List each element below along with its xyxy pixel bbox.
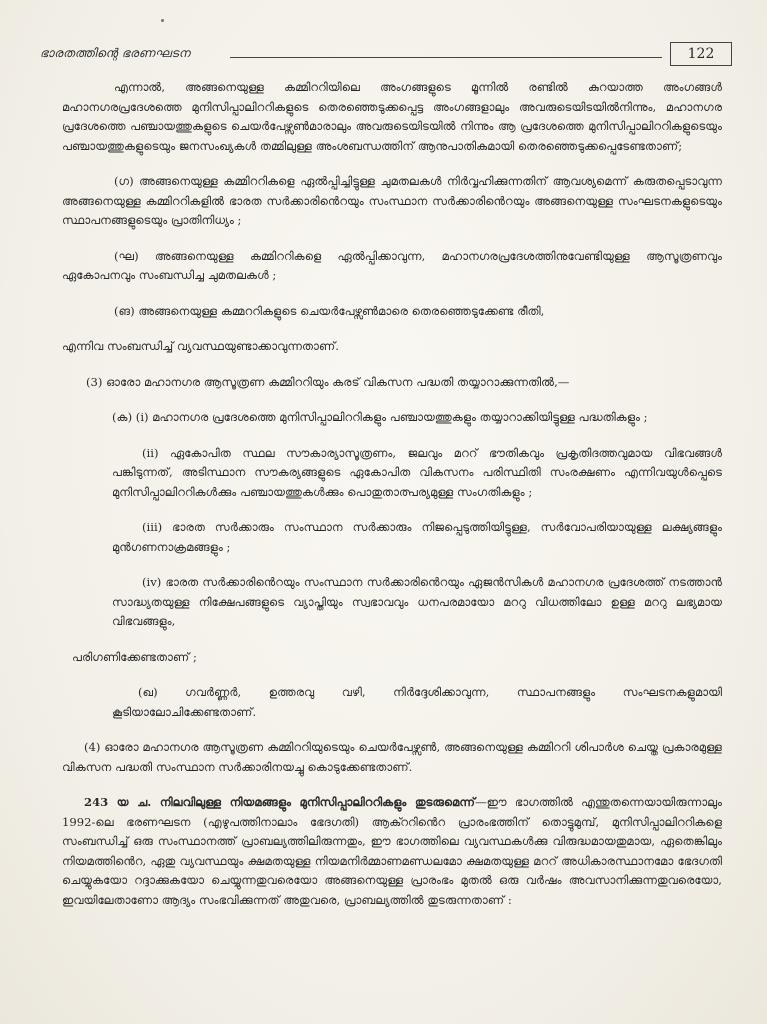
section-243zf-heading: 243 യ ച. നിലവിലുള്ള നിയമങ്ങളും മുനിസിപ്പാലിററികളും തുടരുമെന്ന് (84, 795, 476, 809)
consider-line: പരിഗണിക്കേണ്ടതാണ് ; (72, 649, 197, 664)
item-iii: (iii) ഭാരത സർക്കാരും സംസ്ഥാന സർക്കാരും നിജപ്പെടുത്തിയിട്ടുള്ള, സർവോപരിയായുള്ള ലക്ഷ്യങ്ങളും മുൻഗണനാക്രമങ്ങളും ; (112, 520, 722, 554)
subsection-3: (3) ഓരോ മഹാനഗര ആസൂത്രണ കമ്മിററിയും കരട് വികസന പദ്ധതി തയ്യാറാക്കുന്നതിൽ,— (86, 374, 570, 389)
page-header (40, 42, 732, 70)
item-ka-i: (ക) (i) മഹാനഗര പ്രദേശത്തെ മുനിസിപ്പാലിററികളും പഞ്ചായത്തുകളും തയ്യാറാക്കിയിട്ടുള്ള പദ്ധതികളും ; (112, 410, 648, 424)
item-ii: (ii) ഏകോപിത സ്ഥല സൗകാര്യാസൂത്രണം, ജലവും മററ് ഭൗതികവും പ്രകൃതിദത്തവുമായ വിഭവങ്ങൾ പങ്കിടുന്നത്, അടിസ്ഥാന സൗകര്യങ്ങളുടെ ഏകോപിത വികസനം പരിസ്ഥിതി സംരക്ഷണം എന്നിവയുൾപ്പെടെ മുനിസിപ്പാലിററികൾക്കും പഞ്ചായത്തുകൾക്കും പൊതുതാത്പര്യമുള്ള സംഗതികളും ; (112, 445, 722, 499)
item-kha: (ഖ) ഗവർണ്ണർ, ഉത്തരവു വഴി, നിർദ്ദേശിക്കാവുന്ന, സ്ഥാപനങ്ങളും സംഘടനകളുമായി കൂടിയാലോചിക്കേണ്ടതാണ്. (112, 685, 722, 719)
ink-speck (161, 19, 164, 22)
running-title: ഭാരതത്തിന്റെ ഭരണഘടന (40, 46, 191, 60)
item-iv: (iv) ഭാരത സർക്കാരിൻെറയും സംസ്ഥാന സർക്കാരിൻെറയും ഏജൻസികൾ മഹാനഗര പ്രദേശത്ത് നടത്താൻ സാദ്ധ്യതയുള്ള നിക്ഷേപങ്ങളുടെ വ്യാപ്തിയും സ്വഭാവവും ധനപരമായോ മററു വിധത്തിലോ ഉള്ള മററു ലഭ്യമായ വിഭവങ്ങളും, (112, 575, 722, 628)
page-body (62, 78, 722, 910)
header-rule (230, 57, 662, 58)
closing-line: എന്നിവ സംബന്ധിച്ച് വ്യവസ്ഥയുണ്ടാക്കാവുന്നതാണ്. (62, 339, 339, 353)
subsection-4: (4) ഓരോ മഹാനഗര ആസൂത്രണ കമ്മിററിയുടെയും ചെയർപേഴ്സൺ, അങ്ങനെയുള്ള കമ്മിററി ശിപാർശ ചെയ്ത പ്രകാരമുള്ള വികസന പദ്ധതി സംസ്ഥാന സർക്കാരിനയച്ചു കൊടുക്കേണ്ടതാണ്. (62, 740, 722, 774)
clause-gha: (ഘ) അങ്ങനെയുള്ള കമ്മിററികളെ ഏൽപ്പിക്കാവുന്ന, മഹാനഗരപ്രദേശത്തിനുവേണ്ടിയുള്ള ആസൂത്രണവും ഏകോപനവും സംബന്ധിച്ച ചുമതലകൾ ; (62, 248, 722, 282)
clause-nga: (ങ) അങ്ങനെയുള്ള കമ്മററികളുടെ ചെയർപേഴ്സൺമാരെ തെരഞ്ഞെടുക്കേണ്ട രീതി, (114, 303, 545, 318)
proviso-paragraph: എന്നാൽ, അങ്ങനെയുള്ള കമ്മിററിയിലെ അംഗങ്ങളുടെ മൂന്നിൽ രണ്ടിൽ കുറയാത്ത അംഗങ്ങൾ മഹാനഗരപ്രദേശത്തെ മുനിസിപ്പാലിററികളുടെ തെരഞ്ഞെടുക്കപ്പെട്ട അംഗങ്ങളാലും അവരുടെയിടയിൽനിന്നും, മഹാനഗര പ്രദേശത്തെ പഞ്ചായത്തുകളുടെ ചെയർപേഴ്സൺമാരാലും അവരുടെയിടയിൽ നിന്നും ആ പ്രദേശത്തെ മുനിസിപ്പാലിററികളുടെയും പഞ്ചായത്തുകളുടെയും ജനസംഖ്യകൾ തമ്മിലുള്ള അംശബന്ധത്തിന് ആനുപാതികമായി തെരഞ്ഞെടുക്കപ്പെടേണ്ടതാണ്; (62, 80, 722, 153)
clause-ga: (ഗ) അങ്ങനെയുള്ള കമ്മിററികളെ ഏൽപ്പിച്ചിട്ടുള്ള ചുമതലകൾ നിർവ്വഹിക്കുന്നതിന് ആവശ്യമെന്ന് കരുതപ്പെടാവുന്ന അങ്ങനെയുള്ള കമ്മിററികളിൽ ഭാരത സർക്കാരിൻെറയും സംസ്ഥാന സർക്കാരിൻെറയും അങ്ങനെയുള്ള സംഘടനകളുടെയും സ്ഥാപനങ്ങളുടെയും പ്രാതിനിധ്യം ; (62, 174, 722, 227)
page-number-box: 122 (670, 42, 732, 66)
section-243zf-text: —ഈ ഭാഗത്തിൽ എന്തുതന്നെയായിരുന്നാലും 1992-ലെ ഭരണഘടന (എഴുപത്തിനാലാം ഭേദഗതി) ആക്ററിൻെറ പ്രാരംഭത്തിന് തൊട്ടുമുമ്പ്, മുനിസിപ്പാലിററികളെ സംബന്ധിച്ച് ഒരു സംസ്ഥാനത്ത് പ്രാബല്യത്തിലിരുന്നതും, ഈ ഭാഗത്തിലെ വ്യവസ്ഥകൾക്കു വിരുദ്ധമായതുമായ, ഏതെങ്കിലും നിയമത്തിൻെറ, ഏതു വ്യവസ്ഥയും ക്ഷമതയുള്ള നിയമനിർമ്മാണമണ്ഡലമോ ക്ഷമതയുള്ള മററ് അധികാരസ്ഥാനമോ ഭേദഗതി ചെയ്യുകയോ റദ്ദാക്കുകയോ ചെയ്യുന്നതുവരെയോ അങ്ങനെയുള്ള പ്രാരംഭം മുതൽ ഒരു വർഷം അവസാനിക്കുന്നതുവരെയോ, ഇവയിലേതാണോ ആദ്യം സംഭവിക്കുന്നത് അതുവരെ, പ്രാബല്യത്തിൽ തുടരുന്നതാണ് : (62, 795, 722, 907)
section-243zf (62, 793, 722, 910)
